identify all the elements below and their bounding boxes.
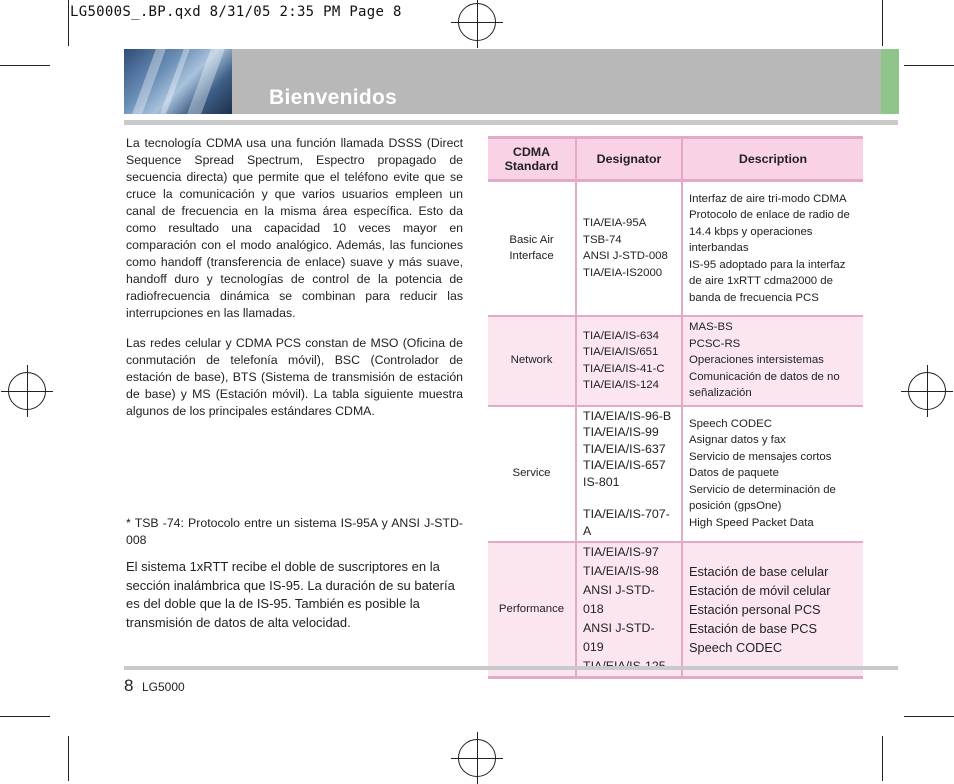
description-item: MAS-BS [689,321,733,334]
designator-item: TIA/EIA/IS-98 [583,563,659,578]
cdma-standards-table [488,136,863,679]
standard-cell: Service [488,406,576,542]
paragraph-networks: Las redes celular y CDMA PCS constan de MSO (Oficina de conmutación de telefonía móvil), BSC (Controlador de estación de base), BTS (Sistema de transmisión de estación de base) y MS (Estación móvil). La tabla siguiente muestra algunos de los principales estándares CDMA. [126,336,463,418]
description-item: Operaciones intersistemas [689,354,824,367]
registration-mark-bottom [458,739,496,777]
designator-item: TIA/EIA/IS-634 [583,329,659,342]
header-rule [124,120,898,125]
description-item: Speech CODEC [689,639,783,655]
designator-item: TIA/EIA/IS-707-A [583,507,670,538]
designator-item: IS-801 [583,474,620,489]
designator-item: TIA/EIA/IS-124 [583,379,659,391]
header-accent-bar [881,49,899,114]
description-item: Servicio de determinación de posición (gpsOne) [689,483,836,513]
designator-cell [576,406,682,542]
designator-item: TIA/EIA/IS-97 [583,544,659,559]
page-title: Bienvenidos [269,86,398,109]
designator-item: TIA/EIA/IS-657 [583,458,666,473]
footnote-tsb74: * TSB -74: Protocolo entre un sistema IS-95A y ANSI J-STD-008 [126,516,463,547]
description-item: Servicio de mensajes cortos [689,450,832,463]
description-item: Speech CODEC [689,417,772,430]
table-header-row [488,138,863,181]
designator-item: ANSI J-STD-018 [583,582,655,616]
designator-item: ANSI J-STD-019 [583,620,655,654]
table-row [488,406,863,542]
page-number: 8 [124,676,134,695]
description-cell [682,316,863,406]
table-row [488,542,863,678]
designator-item: ANSI J-STD-008 [583,250,668,263]
designator-item: TIA/EIA/IS-41-C [583,362,665,375]
designator-item: TIA/EIA-IS2000 [583,266,663,279]
designator-item: TIA/EIA-95A [583,217,647,230]
description-item: Comunicación de datos de no señalización [689,370,840,400]
description-item: PCSC-RS [689,337,741,350]
description-item: Estación personal PCS [689,601,821,617]
description-item: Datos de paquete [689,467,779,480]
description-cell [682,542,863,678]
description-item: Estación de móvil celular [689,582,831,598]
description-item: High Speed Packet Data [689,516,814,529]
description-item: Estación de base PCS [689,620,818,636]
description-item: Protocolo de enlace de radio de 14.4 kbps y operaciones interbandas [689,209,850,254]
description-cell [682,406,863,542]
description-item: Estación de base celular [689,563,829,579]
description-cell [682,181,863,316]
footer-rule [124,666,898,670]
paragraph-1xrtt: El sistema 1xRTT recibe el doble de suscriptores en la sección inalámbrica que IS-95. La duración de su batería es del doble que la de IS-95. También es posible la transmisión de datos de alta velocidad. [126,559,455,630]
description-item: Asignar datos y fax [689,434,786,447]
standard-cell: Basic Air Interface [509,233,554,263]
print-slug: LG5000S_.BP.qxd 8/31/05 2:35 PM Page 8 [70,4,402,20]
designator-cell [576,542,682,678]
designator-item: TSB-74 [583,233,622,246]
description-item: IS-95 adoptado para la interfaz de aire 1xRTT cdma2000 de banda de frecuencia PCS [689,258,846,304]
table-row [488,181,863,316]
designator-cell [576,316,682,406]
standard-cell: Performance [488,542,576,678]
registration-mark-left [8,372,46,410]
standard-cell: Network [488,316,576,406]
designator-item: TIA/EIA/IS-637 [583,441,666,456]
header-photo [124,49,232,114]
header-cdma-standard: CDMA Standard [488,138,576,181]
designator-spacer [583,490,675,506]
paragraph-dsss: La tecnología CDMA usa una función llamada DSSS (Direct Sequence Spread Spectrum, Espectro propagado de secuencia directa) que permite que el teléfono evite que se cruce la comunicación y que varios usuarios empleen un canal de frecuencia en la misma área específica. Esto da como resultado una capacidad 10 veces mayor en comparación con el modo analógico. Además, las funciones como handoff (transferencia de enlace) suave y más suave, handoff duro y tecnologías de control de la potencia de radiofrecuencia dinámica se combinan para reducir las interrupciones en las llamadas. [126,136,463,320]
designator-item: TIA/EIA/IS/651 [583,346,659,358]
designator-item: TIA/EIA/IS-96-B [583,408,672,423]
designator-item: TIA/EIA/IS-99 [583,425,659,440]
registration-mark-right [908,372,946,410]
designator-cell [576,181,682,316]
header-banner [124,49,898,114]
footer-model-name: LG5000 [142,680,185,694]
registration-mark-top [458,3,496,41]
header-description: Description [682,138,863,181]
header-designator: Designator [576,138,682,181]
description-item: Interfaz de aire tri-modo CDMA [689,192,847,205]
table-row [488,316,863,406]
